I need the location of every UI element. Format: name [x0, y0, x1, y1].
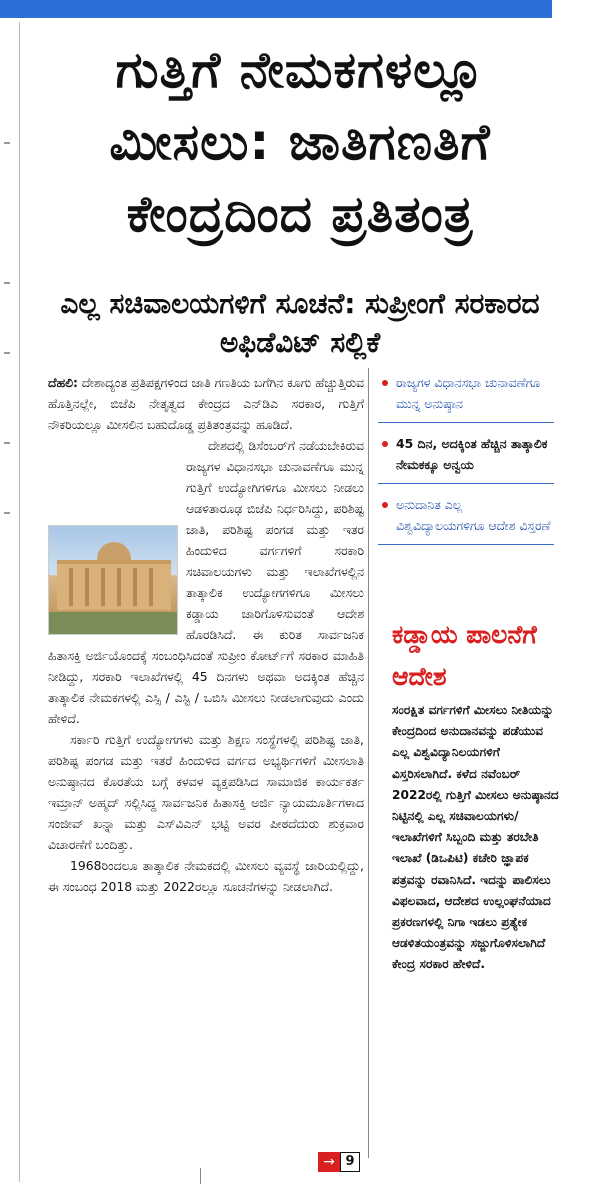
gutter-mark — [4, 352, 10, 354]
page-number: 9 — [340, 1152, 360, 1172]
article-paragraph: ದೇಶದಲ್ಲಿ ಡಿಸೆಂಬರ್‌ಗೆ ನಡೆಯಬೇಕಿರುವ ರಾಜ್ಯಗಳ ವಿಧಾನಸಭಾ ಚುನಾವಣೆಗೂ ಮುನ್ನ ಗುತ್ತಿಗೆ ಉದ್ಯೋಗಿಗಳಿಗೂ ಮೀಸಲು ನೀಡಲು ಆಡಳಿತಾರೂಢ ಬಿಜೆಪಿ ನಿರ್ಧರಿಸಿದ್ದು, ಪರಿಶಿಷ್ಟ ಜಾತಿ, ಪರಿಶಿಷ್ಟ ಪಂಗಡ ಮತ್ತು ಇತರ ಹಿಂದುಳಿದ ವರ್ಗಗಳಿಗೆ ಸರಕಾರಿ ಸಚಿವಾಲಯಗಳು ಮತ್ತು ಇಲಾಖೆಗಳಲ್ಲಿನ ತಾತ್ಕಾಲಿಕ ಉದ್ಯೋಗಗಳಿಗೂ ಮೀಸಲು ಕಡ್ಡಾಯ ಜಾರಿಗೊಳಿಸುವಂತೆ ಆದೇಶ ಹೊರಡಿಸಿದೆ. ಈ ಕುರಿತ ಸಾರ್ವಜನಿಕ ಹಿತಾಸಕ್ತಿ ಅರ್ಜಿಯೊಂದಕ್ಕೆ ಸಂಬಂಧಿಸಿದಂತೆ ಸುಪ್ರೀಂ ಕೋರ್ಟ್‌ಗೆ ಸರಕಾರ ಮಾಹಿತಿ ನೀಡಿದ್ದು, ಸರಕಾರಿ ಇಲಾಖೆಗಳಲ್ಲಿ 45 ದಿನಗಳು ಅಥವಾ ಅದಕ್ಕಿಂತ ಹೆಚ್ಚಿನ ತಾತ್ಕಾಲಿಕ ನೇಮಕಗಳಲ್ಲಿ ಎಸ್ಸಿ / ಎಸ್ಟಿ / ಒಬಿಸಿ ಮೀಸಲು ನೀಡಲಾಗುವುದು ಎಂದು ಹೇಳಿದೆ. — [48, 438, 364, 726]
top-color-bar — [0, 0, 552, 18]
article-body — [48, 372, 364, 897]
parliament-photo — [48, 525, 178, 635]
arrow-right-icon: → — [318, 1152, 340, 1172]
gutter-mark — [4, 142, 10, 144]
adjacent-page-edge — [0, 22, 20, 1182]
sidebar-body: ಸಂರಕ್ಷಿತ ವರ್ಗಗಳಿಗೆ ಮೀಸಲು ನೀತಿಯನ್ನು ಕೇಂದ್ರದಿಂದ ಅನುದಾನವನ್ನು ಪಡೆಯುವ ಎಲ್ಲ ವಿಶ್ವವಿದ್ಯಾನಿಲಯಗಳಿಗೆ ವಿಸ್ತರಿಸಲಾಗಿದೆ. ಕಳೆದ ನವೆಂಬರ್ 2022ರಲ್ಲಿ ಗುತ್ತಿಗೆ ಮೀಸಲು ಅನುಷ್ಠಾನದ ನಿಟ್ಟಿನಲ್ಲಿ ಎಲ್ಲ ಸಚಿವಾಲಯಗಳು/ ಇಲಾಖೆಗಳಿಗೆ ಸಿಬ್ಬಂದಿ ಮತ್ತು ತರಬೇತಿ ಇಲಾಖೆ (ಡಿಒಪಿಟಿ) ಕಚೇರಿ ಜ್ಞಾಪಕ ಪತ್ರವನ್ನು ರವಾನಿಸಿದೆ. ಇದನ್ನು ಪಾಲಿಸಲು ವಿಫಲವಾದ, ಆದೇಶದ ಉಲ್ಲಂಘನೆಯಾದ ಪ್ರಕರಣಗಳಲ್ಲಿ ನಿಗಾ ಇಡಲು ಪ್ರತ್ಯೇಕ ಆಡಳಿತಯಂತ್ರವನ್ನು ಸಜ್ಜುಗೊಳಿಸಲಾಗಿದೆ ಕೇಂದ್ರ ಸರಕಾರ ಹೇಳಿದೆ. — [392, 703, 559, 972]
article-paragraph: ದೆಹಲಿ: ದೇಶಾದ್ಯಂತ ಪ್ರತಿಪಕ್ಷಗಳಿಂದ ಜಾತಿ ಗಣತಿಯ ಬಗೆಗಿನ ಕೂಗು ಹೆಚ್ಚುತ್ತಿರುವ ಹೊತ್ತಿನಲ್ಲೇ, ಬಿಜೆಪಿ ನೇತೃತ್ವದ ಕೇಂದ್ರದ ಎನ್‌ಡಿಎ ಸರಕಾರ, ಗುತ್ತಿಗೆ ನೌಕರಿಯಲ್ಲೂ ಮೀಸಲಿನ ಬಹುದೊಡ್ಡ ಪ್ರತಿತಂತ್ರವನ್ನು ಹೂಡಿದೆ. — [48, 375, 364, 432]
gutter-mark — [4, 512, 10, 514]
highlight-item: ರಾಜ್ಯಗಳ ವಿಧಾನಸಭಾ ಚುನಾವಣೆಗೂ ಮುನ್ನ ಅನುಷ್ಠಾನ — [378, 372, 554, 423]
dateline: ದೆಹಲಿ: — [48, 375, 78, 390]
gutter-mark — [4, 282, 10, 284]
column-divider — [368, 368, 369, 1158]
sidebar-title: ಕಡ್ಡಾಯ ಪಾಲನೆಗೆ ಆದೇಶ — [392, 620, 537, 691]
bullet-dot-icon — [382, 502, 388, 508]
article-paragraph: ಸರ್ಕಾರಿ ಗುತ್ತಿಗೆ ಉದ್ಯೋಗಗಳು ಮತ್ತು ಶಿಕ್ಷಣ ಸಂಸ್ಥೆಗಳಲ್ಲಿ ಪರಿಶಿಷ್ಟ ಜಾತಿ, ಪರಿಶಿಷ್ಟ ಪಂಗಡ ಮತ್ತು ಇತರೆ ಹಿಂದುಳಿದ ವರ್ಗದ ಅಭ್ಯರ್ಥಿಗಳಿಗೆ ಮೀಸಲಾತಿ ಅನುಷ್ಠಾನದ ಕೊರತೆಯ ಬಗ್ಗೆ ಕಳವಳ ವ್ಯಕ್ತಪಡಿಸಿದ ಸಾಮಾಜಿಕ ಕಾರ್ಯಕರ್ತ ಇಮ್ರಾನ್ ಅಹ್ಮದ್ ಸಲ್ಲಿಸಿದ್ದ ಸಾರ್ವಜನಿಕ ಹಿತಾಸಕ್ತಿ ಅರ್ಜಿ ನ್ಯಾಯಮೂರ್ತಿಗಳಾದ ಸಂಜೀವ್ ಖನ್ನಾ ಮತ್ತು ಎಸ್‌ವಿಎನ್ ಭಟ್ಟಿ ಅವರ ಪೀಠದೆದುರು ಶುಕ್ರವಾರ ವಿಚಾರಣೆಗೆ ಬಂದಿತ್ತು. — [48, 732, 364, 852]
highlight-item: 45 ದಿನ, ಅದಕ್ಕಿಂತ ಹೆಚ್ಚಿನ ತಾತ್ಕಾಲಿಕ ನೇಮಕಕ್ಕೂ ಅನ್ವಯ — [378, 433, 554, 484]
article-paragraph: 1968ರಿಂದಲೂ ತಾತ್ಕಾಲಿಕ ನೇಮಕದಲ್ಲಿ ಮೀಸಲು ವ್ಯವಸ್ಥೆ ಜಾರಿಯಲ್ಲಿದ್ದು, ಈ ಸಂಬಂಧ 2018 ಮತ್ತು 2022ರಲ್ಲೂ ಸೂಚನೆಗಳನ್ನು ನೀಡಲಾಗಿದೆ. — [48, 858, 364, 894]
highlights-list — [378, 372, 554, 555]
bullet-dot-icon — [382, 380, 388, 386]
bottom-divider — [200, 1168, 201, 1184]
subheadline: ಎಲ್ಲ ಸಚಿವಾಲಯಗಳಿಗೆ ಸೂಚನೆ: ಸುಪ್ರೀಂಗೆ ಸರಕಾರದ ಅಫಿಡೆವಿಟ್ ಸಲ್ಲಿಕೆ — [60, 287, 540, 359]
bullet-dot-icon — [382, 441, 388, 447]
highlight-item: ಅನುದಾನಿತ ಎಲ್ಲ ವಿಶ್ವವಿದ್ಯಾಲಯಗಳಿಗೂ ಆದೇಶ ವಿಸ್ತರಣೆ — [378, 494, 554, 545]
continued-page-ref[interactable] — [318, 1152, 360, 1172]
gutter-mark — [4, 442, 10, 444]
headline: ಗುತ್ತಿಗೆ ನೇಮಕಗಳಲ್ಲೂ ಮೀಸಲು: ಜಾತಿಗಣತಿಗೆ ಕೇಂದ್ರದಿಂದ ಪ್ರತಿತಂತ್ರ — [109, 41, 491, 243]
